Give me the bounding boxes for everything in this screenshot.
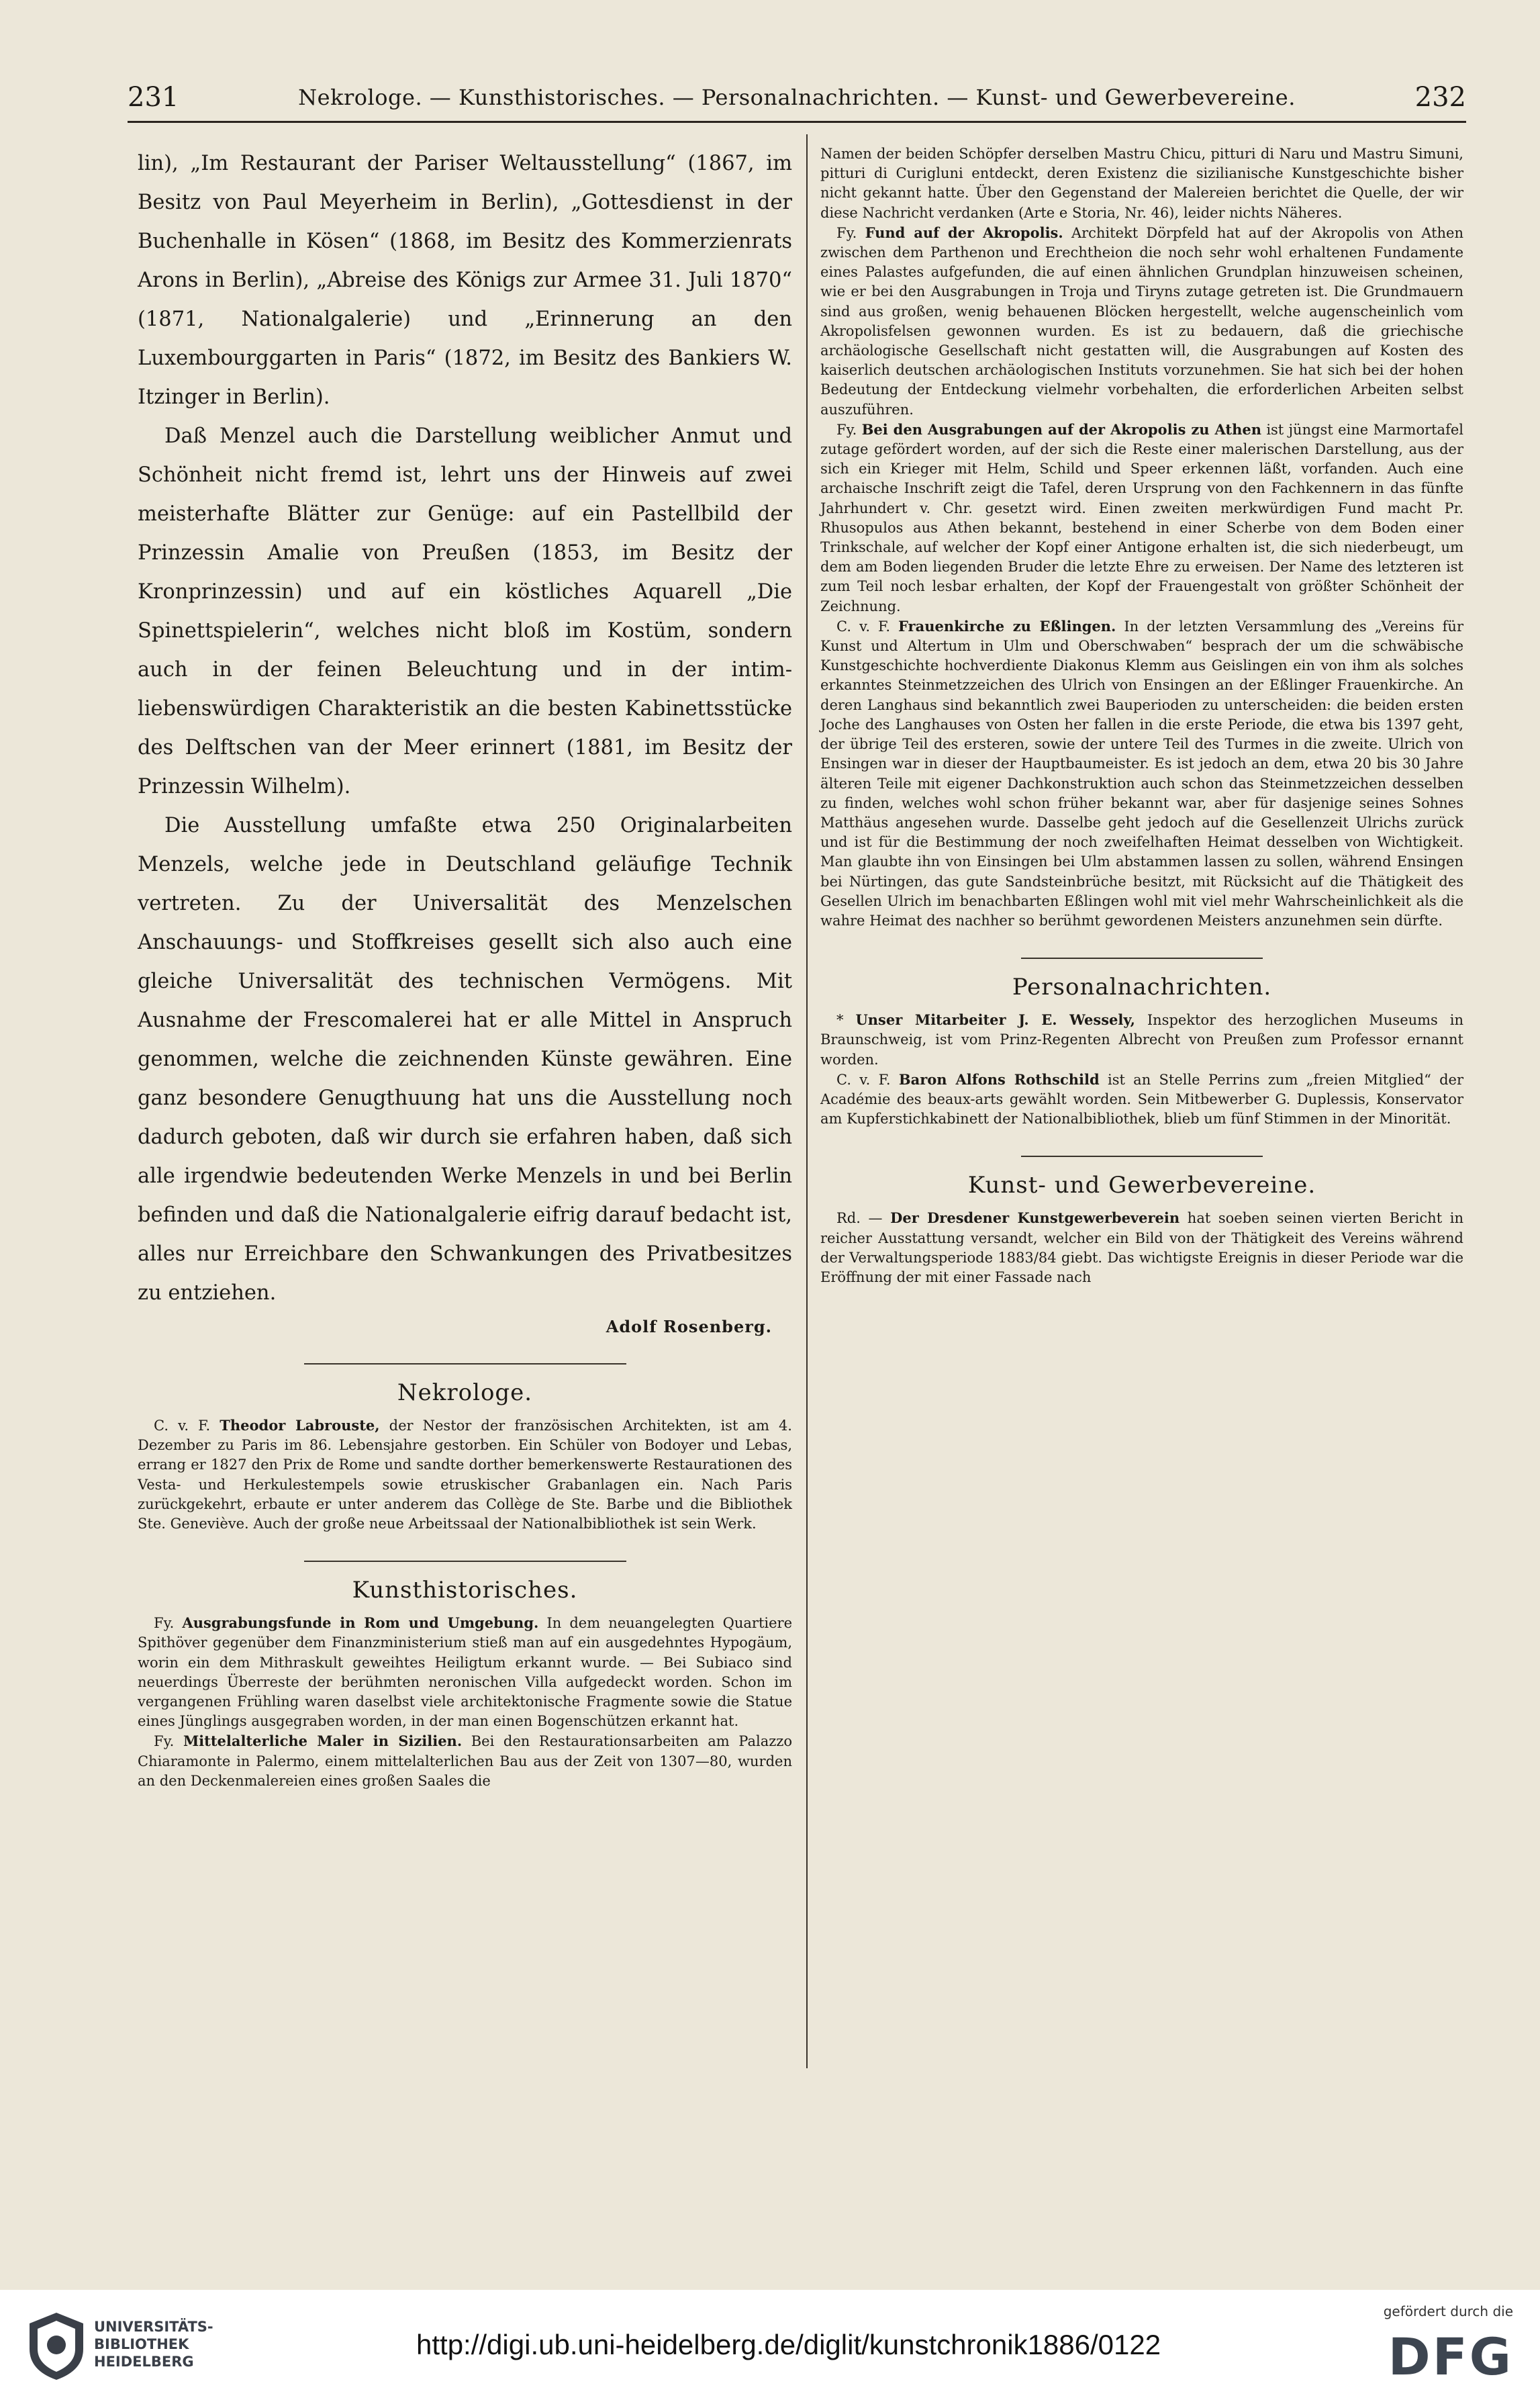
personal-section: [820, 1010, 1463, 1129]
library-name-line: HEIDELBERG: [94, 2354, 194, 2370]
item-text: hat soeben seinen vierten Bericht in reicher Ausstattung versandt, welcher ein Bild von der Thätigkeit des Vereins während der Verwaltungsperiode 1883/84 giebt. Das wichtigste Ereignis in dieser Periode war die Eröffnung der mit einer Fassade nach: [820, 1210, 1463, 1285]
library-name-line: BIBLIOTHEK: [94, 2336, 189, 2352]
vereine-section: [820, 1208, 1463, 1287]
library-name: [94, 2318, 213, 2370]
item-heading: Baron Alfons Rothschild: [898, 1070, 1100, 1088]
right-column: [820, 144, 1463, 1287]
item-author: C. v. F.: [836, 618, 890, 635]
article-paragraph: Daß Menzel auch die Darstellung weiblicher Anmut und Schönheit nicht fremd ist, lehrt uns der Hinweis auf zwei meisterhafte Blätter zur Genüge: auf ein Pastellbild der Prinzessin Amalie von Preußen (1853, im Besitz der Kronprinzessin) und auf ein köstliches Aquarell „Die Spinettspielerin“, welches nicht bloß im Kostüm, sondern auch in der feinen Beleuchtung und in der intim-liebenswürdigen Charakteristik an die besten Kabinettsstücke des Delftschen van der Meer erinnert (1881, im Besitz der Prinzessin Wilhelm).: [138, 424, 792, 798]
dfg-logo: DFG: [1388, 2327, 1513, 2387]
item-heading: Fund auf der Akropolis.: [865, 224, 1063, 241]
section-rule: [304, 1363, 626, 1365]
menzel-article: [138, 144, 792, 1313]
section-rule: [304, 1561, 626, 1562]
item-text: ist an Stelle Perrins zum „freien Mitglied“ der Académie des beaux-arts gewählt worden. Sein Mitbewerber G. Duplessis, Konservator am Kupferstichkabinett der Nationalbibliothek, blieb um fünf Stimmen in der Minorität.: [820, 1071, 1463, 1127]
continued-text: Namen der beiden Schöpfer derselben Mastru Chicu, pitturi di Naru und Mastru Simuni, pitturi di Curigluni entdeckt, deren Existenz die sizilianische Kunstgeschichte bisher nicht gekannt hatte. Über den Gegenstand der Malereien berichtet die Quelle, der wir diese Nachricht verdanken (Arte e Storia, Nr. 46), leider nichts Näheres.: [820, 146, 1463, 221]
item-author: Fy.: [154, 1733, 175, 1750]
section-title-kunsthistorisches: Kunsthistorisches.: [352, 1577, 578, 1604]
item-text: der Nestor der französischen Architekten, ist am 4. Dezember zu Paris im 86. Lebensjahre gestorben. Ein Schüler von Bodoyer und Lebas, errang er 1827 den Prix de Rome und sandte dorther bemerkenswerte Restaurationen des Vesta- und Herkulestempels sowie etruskischer Grabanlagen ein. Nach Paris zurückgekehrt, erbaute er unter anderem das Collège de Ste. Barbe und die Bibliothek Ste. Geneviève. Auch der große neue Arbeitssaal der Nationalbibliothek ist sein Werk.: [138, 1418, 792, 1532]
header-rule: [128, 121, 1466, 123]
item-text: Architekt Dörpfeld hat auf der Akropolis von Athen zwischen dem Parthenon und Erechtheion die noch sehr wohl erhaltenen Fundamente eines Palastes aufgefunden, die auf einen ähnlichen Grundplan hinzuweisen scheinen, wie er bei den Ausgrabungen in Troja und Tiryns zutage getreten ist. Die Grundmauern sind aus großen, wenig behauenen Blöcken hergestellt, welche augenscheinlich vom Akropolisfelsen gewonnen wurden. Es ist zu bedauern, daß die griechische archäologische Gesellschaft nicht gestatten will, die Ausgrabungen auf Kosten des kaiserlich deutschen archäologischen Instituts vorzunehmen. Sie hat sich bei der hohen Bedeutung der Entdeckung vielmehr vorbehalten, die erforderlichen Arbeiten selbst auszuführen.: [820, 224, 1464, 418]
item-heading: Mittelalterliche Maler in Sizilien.: [183, 1733, 463, 1750]
library-name-line: UNIVERSITÄTS-: [94, 2319, 213, 2335]
news-item: [820, 1010, 1463, 1070]
news-item: [820, 1070, 1463, 1129]
section-rule: [1021, 958, 1263, 959]
news-item: [138, 1613, 792, 1731]
item-text: ist jüngst eine Marmortafel zutage gefördert worden, auf der sich die Reste einer malerischen Darstellung, aus der sich ein Krieger mit Helm, Schild und Speer erkennen läßt, vorfanden. Auch eine archaische Inschrift zeigt die Tafel, deren Ursprung von den Fachkennern in das fünfte Jahrhundert v. Chr. gesetzt wird. Einen zweiten merkwürdigen Fund macht Pr. Rhusopulos aus Athen bekannt, bestehend in einer Scherbe von dem Boden einer Trinkschale, auf welcher der Kopf einer Antigone erhalten ist, die sich niederbeugt, um dem am Boden liegenden Bruder die letzte Ehre zu erweisen. Der Name des letzteren ist zum Teil noch lesbar erhalten, der Kopf der Frauengestalt von größter Schönheit der Zeichnung.: [820, 421, 1463, 614]
article-paragraph: lin), „Im Restaurant der Pariser Weltausstellung“ (1867, im Besitz von Paul Meyerheim in Berlin), „Gottesdienst in der Buchenhalle in Kösen“ (1868, im Besitz des Kommerzienrats Arons in Berlin), „Abreise des Königs zur Armee 31. Juli 1870“ (1871, Nationalgalerie) und „Erinnerung an den Luxembourggarten in Paris“ (1872, im Besitz des Bankiers W. Itzinger in Berlin).: [138, 152, 792, 409]
item-heading: Frauenkirche zu Eßlingen.: [898, 617, 1116, 635]
header-title: Nekrologe. — Kunsthistorisches. — Personalnachrichten. — Kunst- und Gewerbevereine.: [298, 85, 1296, 110]
page-number-left: 231: [128, 82, 179, 113]
item-author: Rd. —: [836, 1210, 883, 1227]
section-rule: [1021, 1156, 1263, 1157]
item-author: C. v. F.: [836, 1071, 891, 1088]
news-item: [820, 616, 1463, 931]
item-heading: Bei den Ausgrabungen auf der Akropolis zu Athen: [861, 420, 1261, 438]
item-author: Fy.: [836, 224, 857, 241]
section-title-nekrologe: Nekrologe.: [397, 1379, 533, 1406]
heidelberg-university-seal-icon: [27, 2310, 86, 2383]
page-number-right: 232: [1414, 82, 1466, 113]
sponsor-text: gefördert durch die: [1383, 2303, 1513, 2319]
item-text: In der letzten Versammlung des „Vereins für Kunst und Altertum in Ulm und Oberschwaben“ besprach der um die schwäbische Kunstgeschichte hochverdiente Diakonus Klemm aus Geislingen ein von ihm als solches erkanntes Steinmetzzeichen des Ulrich von Ensingen an der Eßlinger Frauenkirche. An deren Langhaus sind bekanntlich zwei Bauperioden zu unterscheiden: die beiden ersten Joche des Langhauses von Osten her fallen in die erste Periode, die etwa bis 1397 geht, der übrige Teil des ersteren, sowie der untere Teil des Turmes in die zweite. Ulrich von Ensingen war in dieser der Hauptbaumeister. Es ist jedoch an dem, etwa 20 bis 30 Jahre älteren Teile mit eigener Dachkonstruktion auch schon das Steinmetzzeichen desselben zu finden, welches wohl schon früher bekannt war, aber für dasjenige seines Sohnes Matthäus angesehen wurde. Dasselbe geht jedoch auf die Gesellenzeit Ulrichs zurück und ist für die Bestimmung der noch zweifelhaften Heimat desselben von Wichtigkeit. Man glaubte ihn von Einsingen bei Ulm abstammen lassen zu sollen, während Ensingen bei Nürtingen, das gute Sandsteinbrüche besitzt, mit Rücksicht auf die Thätigkeit des Gesellen Ulrich im benachbarten Eßlingen wohl mit viel mehr Wahrscheinlichkeit als die wahre Heimat des nachher so berühmt gewordenen Meisters anzunehmen sein dürfte.: [820, 618, 1463, 929]
news-item: [138, 1416, 792, 1534]
item-heading: Theodor Labrouste,: [220, 1417, 380, 1434]
author-signature: Adolf Rosenberg.: [606, 1317, 772, 1336]
left-column: [138, 144, 792, 1791]
item-text: In dem neuangelegten Quartiere Spithöver gegenüber dem Finanzministerium stieß man auf ein ausgedehntes Hypogäum, worin ein dem Mithraskult geweihtes Heiligtum erkannt wurde. — Bei Subiaco sind neuerdings Überreste der berühmten neronischen Villa aufgedeckt worden. Schon im vergangenen Frühling waren daselbst viele architektonische Fragmente sowie die Statue eines Jünglings ausgegraben worden, in der man einen Bogenschützen erkannt hat.: [138, 1615, 792, 1730]
item-author: C. v. F.: [154, 1418, 211, 1434]
news-item: [820, 1208, 1463, 1287]
kunsthistorisches-section: [138, 1613, 792, 1791]
permalink-url[interactable]: http://digi.ub.uni-heidelberg.de/diglit/kunstchronik1886/0122: [416, 2329, 1161, 2360]
item-heading: Ausgrabungsfunde in Rom und Umgebung.: [182, 1614, 539, 1632]
news-item: [820, 420, 1463, 616]
news-item: [138, 1731, 792, 1791]
nekrologe-section: [138, 1416, 792, 1534]
item-heading: Der Dresdener Kunstgewerbeverein: [890, 1209, 1180, 1227]
section-title-personalnachrichten: Personalnachrichten.: [1012, 974, 1272, 1001]
item-text: Bei den Restaurationsarbeiten am Palazzo Chiaramonte in Palermo, einem mittelalterlichen Bau aus der Zeit von 1307—80, wurden an den Deckenmalereien eines großen Saales die: [138, 1733, 792, 1789]
running-header: [128, 77, 1466, 118]
digitization-footer: [0, 2290, 1540, 2402]
news-item: [820, 223, 1463, 420]
column-divider: [806, 134, 808, 2068]
item-author: *: [836, 1012, 844, 1029]
item-author: Fy.: [154, 1615, 175, 1632]
item-author: Fy.: [836, 421, 857, 438]
item-heading: Unser Mitarbeiter J. E. Wessely,: [855, 1011, 1135, 1029]
section-title-vereine: Kunst- und Gewerbevereine.: [967, 1172, 1316, 1199]
right-news: [820, 144, 1463, 931]
article-paragraph: Die Ausstellung umfaßte etwa 250 Originalarbeiten Menzels, welche jede in Deutschland geläufige Technik vertreten. Zu der Universalität des Menzelschen Anschauungs- und Stoffkreises gesellt sich also auch eine gleiche Universalität des technischen Vermögens. Mit Ausnahme der Frescomalerei hat er alle Mittel in Anspruch genommen, welche die zeichnenden Künste gewähren. Eine ganz besondere Genugthuung hat uns die Ausstellung noch dadurch geboten, daß wir durch sie erfahren haben, daß sich alle irgendwie bedeutenden Werke Menzels in und bei Berlin befinden und daß die Nationalgalerie eifrig darauf bedacht ist, alles nur Erreichbare den Schwankungen des Privatbesitzes zu entziehen.: [138, 814, 792, 1305]
item-text: Inspektor des herzoglichen Museums in Braunschweig, ist vom Prinz-Regenten Albrecht von Preußen zum Professor ernannt worden.: [820, 1012, 1464, 1068]
